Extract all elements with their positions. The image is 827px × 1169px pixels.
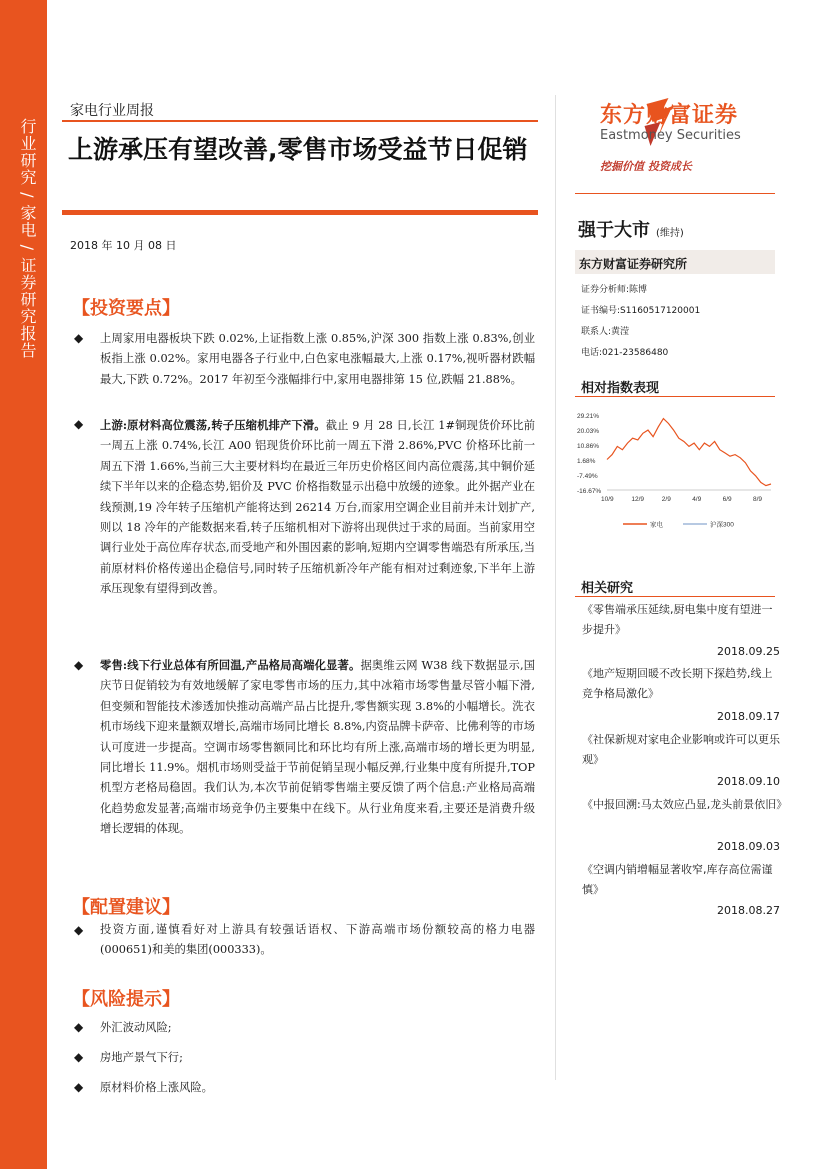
title-underline bbox=[62, 210, 538, 215]
retail-lead: 零售:线下行业总体有所回温,产品格局高端化显著。 bbox=[100, 658, 361, 672]
invest-header: 【投资要点】 bbox=[72, 298, 180, 319]
config-header: 【配置建议】 bbox=[72, 897, 180, 918]
rating-label: 强于大市 bbox=[578, 220, 650, 241]
x-tick-label: 12/9 bbox=[631, 496, 645, 503]
related-item[interactable]: 《零售端承压延续,厨电集中度有望进一步提升》 bbox=[582, 603, 773, 636]
risk-item: 外汇波动风险; bbox=[100, 1021, 172, 1034]
contact-line: 电话:021-23586480 bbox=[581, 348, 669, 358]
y-tick-label: -16.67% bbox=[577, 488, 602, 495]
relative-index-chart bbox=[575, 405, 780, 540]
related-date: 2018.09.17 bbox=[717, 710, 780, 723]
institute-box bbox=[575, 250, 775, 274]
paragraph-retail bbox=[100, 655, 535, 840]
x-tick-label: 8/9 bbox=[753, 496, 763, 503]
logo-name: 东方财富证券 bbox=[600, 103, 739, 128]
related-title: 相关研究 bbox=[581, 581, 634, 596]
divider bbox=[62, 120, 538, 122]
contact-line: 证券分析师:陈博 bbox=[581, 285, 648, 295]
diamond-bullet-icon: ◆ bbox=[74, 417, 84, 431]
paragraph-upstream bbox=[100, 415, 535, 600]
risk-header: 【风险提示】 bbox=[72, 989, 180, 1010]
page-title: 上游承压有望改善,零售市场受益节日促销 bbox=[68, 135, 528, 164]
related-item[interactable]: 《社保新规对家电企业影响或许可以更乐观》 bbox=[582, 733, 780, 766]
diamond-bullet-icon: ◆ bbox=[74, 1080, 84, 1094]
related-item[interactable]: 《中报回溯:马太效应凸显,龙头前景依旧》 bbox=[582, 798, 788, 811]
related-date: 2018.09.10 bbox=[717, 775, 780, 788]
y-tick-label: 29.21% bbox=[577, 413, 600, 420]
upstream-text: 截止 9 月 28 日,长江 1#铜现货价环比前一周五上涨 0.74%,长江 A00 铝现货价环比前一周五下滑 2.86%,PVC 价格环比前一周五下滑 1.66%,当前三大主要材料均在最近三年历史价格区间内高位震荡,其中铜价延续下半年以来的企稳态势,铝价及 PVC 价格指数显示出稳中放缓的迹象。此外据产业在线预测,19 冷年转子压缩机产能将达到 26214 万台,而家用空调企业目前并未计划扩产,则以 18 冷年的产能数据来看,转子压缩机相对下游将出现供过于求的局面。当前家用空调行业处于高位库存状态,而受地产和外围因素的影响,短期内空调零售端恐有所承压,当前原材料价格传递出企稳信号,同时转子压缩机新冷年产能有相对过剩迹象,下半年上游承压现象有望得到改善。 bbox=[100, 419, 535, 596]
series-line bbox=[607, 419, 771, 486]
y-tick-label: 10.86% bbox=[577, 443, 600, 450]
diamond-bullet-icon: ◆ bbox=[74, 923, 84, 937]
related-item[interactable]: 《空调内销增幅显著收窄,库存高位需谨慎》 bbox=[582, 863, 773, 896]
report-type: 家电行业周报 bbox=[70, 103, 154, 119]
divider bbox=[575, 193, 775, 194]
retail-text: 据奥维云网 W38 线下数据显示,国庆节日促销较为有效地缓解了家电零售市场的压力,其中冰箱市场零售量尽管小幅下滑,但变频和智能技术渗透加快推动高端产品占比提升,零售额实现 3.8%的小幅增长。洗衣机市场线下迎来量额双增长,高端市场同比增长 8.8%,内资品牌卡萨帝、比佛利等的市场认可度进一步提高。空调市场零售额同比和环比均有所上涨,高端市场的增长更为明显,同比增长 11.9%。烟机市场则受益于节前促销呈现小幅反弹,行业集中度有所提升,TOP 机型方老格局稳固。我们认为,本次节前促销零售端主要反馈了两个信息:产业格局高端化趋势愈发显著;高端市场竞争仍主要集中在线下。从行业角度来看,主要还是消费升级增长逻辑的体现。 bbox=[100, 659, 535, 836]
legend-label: 家电 bbox=[650, 521, 663, 529]
logo-english: Eastmoney Securities bbox=[600, 128, 741, 143]
chart-title: 相对指数表现 bbox=[581, 381, 660, 396]
sidebar-band bbox=[0, 0, 47, 1169]
slogan: 挖掘价值 投资成长 bbox=[600, 160, 692, 173]
column-divider bbox=[555, 95, 556, 1080]
report-date: 2018 年 10 月 08 日 bbox=[70, 239, 177, 252]
related-date: 2018.09.25 bbox=[717, 645, 780, 658]
diamond-bullet-icon: ◆ bbox=[74, 1020, 84, 1034]
diamond-bullet-icon: ◆ bbox=[74, 658, 84, 672]
x-tick-label: 2/9 bbox=[661, 496, 671, 503]
legend-label: 沪深300 bbox=[710, 521, 734, 529]
diamond-bullet-icon: ◆ bbox=[74, 1050, 84, 1064]
contact-line: 联系人:黄滢 bbox=[581, 327, 630, 337]
rating-note: (维持) bbox=[656, 228, 684, 239]
institute-name: 东方财富证券研究所 bbox=[579, 257, 688, 271]
sidebar-label: 行业研究 / 家电 / 证券研究报告 bbox=[18, 118, 37, 360]
related-date: 2018.09.03 bbox=[717, 840, 780, 853]
risk-item: 原材料价格上涨风险。 bbox=[100, 1081, 213, 1094]
related-item[interactable]: 《地产短期回暖不改长期下探趋势,线上竞争格局激化》 bbox=[582, 667, 773, 700]
diamond-bullet-icon: ◆ bbox=[74, 331, 84, 345]
related-date: 2018.08.27 bbox=[717, 904, 780, 917]
paragraph-market: 上周家用电器板块下跌 0.02%,上证指数上涨 0.85%,沪深 300 指数上涨 0.83%,创业板指上涨 0.02%。家用电器各子行业中,白色家电涨幅最大,上涨 0.17%,视听器材跌幅最大,下跌 0.72%。2017 年初至今涨幅排行中,家用电器排第 15 位,跌幅 21.88%。 bbox=[100, 332, 535, 386]
rating bbox=[578, 216, 684, 242]
y-tick-label: -7.49% bbox=[577, 473, 598, 480]
contact-line: 证书编号:S1160517120001 bbox=[581, 306, 701, 316]
risk-item: 房地产景气下行; bbox=[100, 1051, 183, 1064]
x-tick-label: 4/9 bbox=[692, 496, 702, 503]
paragraph-config: 投资方面,谨慎看好对上游具有较强话语权、下游高端市场份额较高的格力电器(000651)和美的集团(000333)。 bbox=[100, 923, 535, 957]
upstream-lead: 上游:原材料高位震荡,转子压缩机排产下滑。 bbox=[100, 418, 326, 432]
x-tick-label: 10/9 bbox=[601, 496, 614, 503]
x-tick-label: 6/9 bbox=[722, 496, 732, 503]
y-tick-label: 20.03% bbox=[577, 428, 600, 435]
related-section-header bbox=[575, 574, 775, 597]
chart-section-header bbox=[575, 374, 775, 397]
y-tick-label: 1.68% bbox=[577, 458, 596, 465]
